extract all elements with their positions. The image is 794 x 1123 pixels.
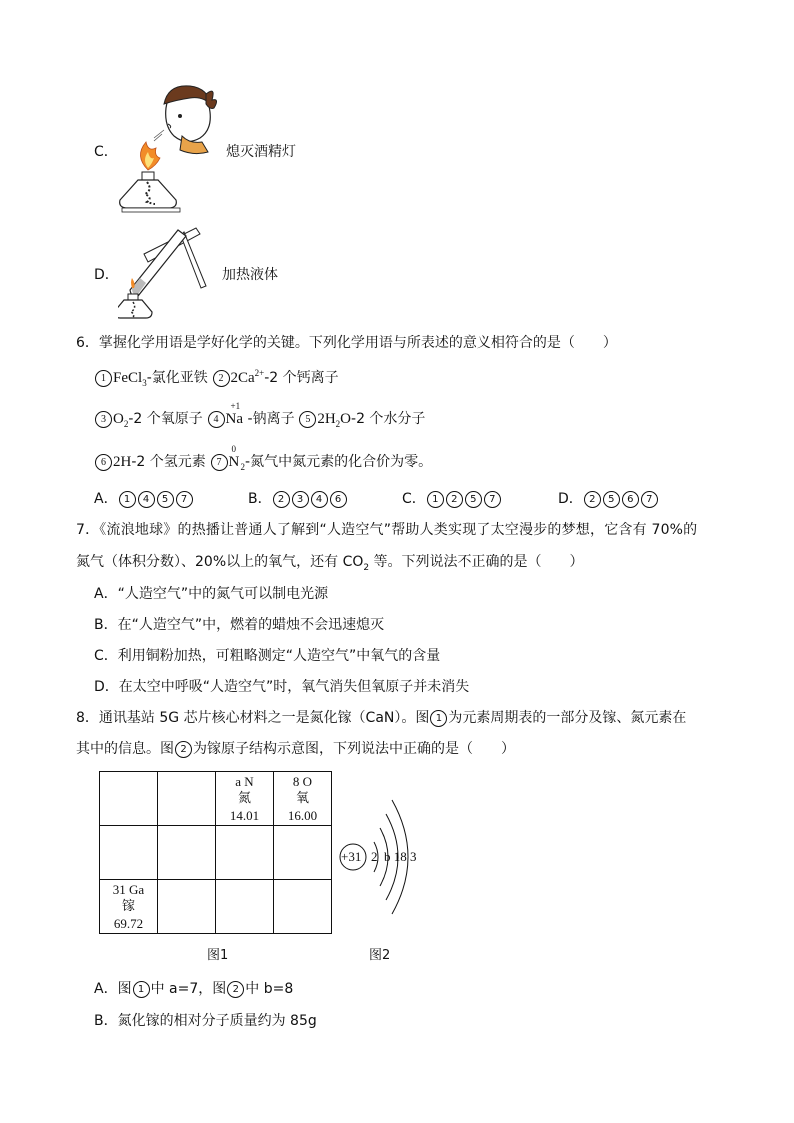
q6-option-d[interactable]: D． 2 5 6 7: [558, 488, 659, 508]
q6-option-c[interactable]: C． 1 2 5 7: [402, 488, 502, 508]
pt-cell-nitrogen: a N 氮 14.01: [216, 772, 274, 826]
pt-cell-empty: [274, 880, 332, 934]
q6-option-a[interactable]: A． 1 4 5 7: [94, 488, 194, 508]
q6-line-1: 1 FeCl$_3$-氯化亚铁 2 $2Ca^{2+}-2$ 个钙离子: [94, 367, 339, 388]
q6-option-b[interactable]: B． 2 3 4 6: [248, 488, 348, 508]
q8-stem-line-1: 8．通讯基站 5G 芯片核心材料之一是氮化镓（CaN）。图 1 为元素周期表的一部分及镓、氮元素在: [76, 710, 687, 726]
q8-option-b[interactable]: B．氮化镓的相对分子质量约为 85g: [94, 1013, 317, 1029]
option-d-text: 加热液体: [222, 267, 278, 283]
q7-stem-line-2: 氮气（体积分数）、20%以上的氧气，还有 $CO_2$ 等。下列说法不正确的是（ ）: [76, 554, 584, 573]
pt-cell-oxygen: 8 O 氧 16.00: [274, 772, 332, 826]
q6-stem: 6．掌握化学用语是学好化学的关键。下列化学用语与所表述的意义相符合的是（ ）: [76, 335, 617, 351]
periodic-table-fragment: [99, 771, 332, 934]
q7-option-b[interactable]: B．在“人造空气”中，燃着的蜡烛不会迅速熄灭: [94, 617, 385, 633]
test-tube-icon: [130, 230, 186, 297]
pt-cell-empty: [158, 826, 216, 880]
flame-icon: [140, 142, 160, 170]
q6-line-2: 3 $O_2-2$ 个氧原子 4 +1 Na -钠离子 5 $2H_2O-2$ 个水分子: [94, 408, 425, 429]
figure-2-caption: 图2: [369, 948, 391, 963]
q7-stem-line-1: 7．《流浪地球》的热播让普通人了解到“人造空气”帮助人类实现了太空漫步的梦想，它含有 70%的: [76, 522, 698, 538]
pt-cell-empty: [158, 772, 216, 826]
q8-option-a[interactable]: A．图 1 中 a=7，图 2 中 b=8: [94, 981, 294, 997]
atom-shell-electrons: 2 b 18 3: [371, 849, 417, 864]
heating-liquid-illustration: [118, 224, 214, 320]
pt-cell-empty: [216, 826, 274, 880]
pt-cell-empty: [216, 880, 274, 934]
pt-cell-empty: [100, 772, 158, 826]
pt-cell-empty: [274, 826, 332, 880]
pt-cell-empty: [100, 826, 158, 880]
alcohol-lamp-icon: [120, 172, 180, 212]
pt-cell-empty: [158, 880, 216, 934]
q6-line-3: 6 2H-2 个氢元素 7 0 $N_2-$氮气中氮元素的化合价为零。: [94, 451, 432, 472]
q7-option-d[interactable]: D．在太空中呼吸“人造空气”时，氧气消失但氧原子并未消失: [94, 679, 470, 695]
option-c-letter: C．: [94, 144, 118, 160]
blowing-out-lamp-illustration: [118, 78, 228, 218]
girl-head-icon: [164, 86, 217, 154]
q7-option-c[interactable]: C．利用铜粉加热，可粗略测定“人造空气”中氧气的含量: [94, 648, 441, 664]
option-c-text: 熄灭酒精灯: [226, 144, 296, 160]
q7-option-a[interactable]: A．“人造空气”中的氮气可以制电光源: [94, 586, 329, 602]
option-d-letter: D．: [94, 267, 119, 283]
q8-stem-line-2: 其中的信息。图 2 为镓原子结构示意图，下列说法中正确的是（ ）: [76, 741, 515, 757]
pt-cell-gallium: 31 Ga 镓 69.72: [100, 880, 158, 934]
figure-1-caption: 图1: [207, 948, 229, 963]
atom-nucleus-label: +31: [341, 849, 362, 864]
